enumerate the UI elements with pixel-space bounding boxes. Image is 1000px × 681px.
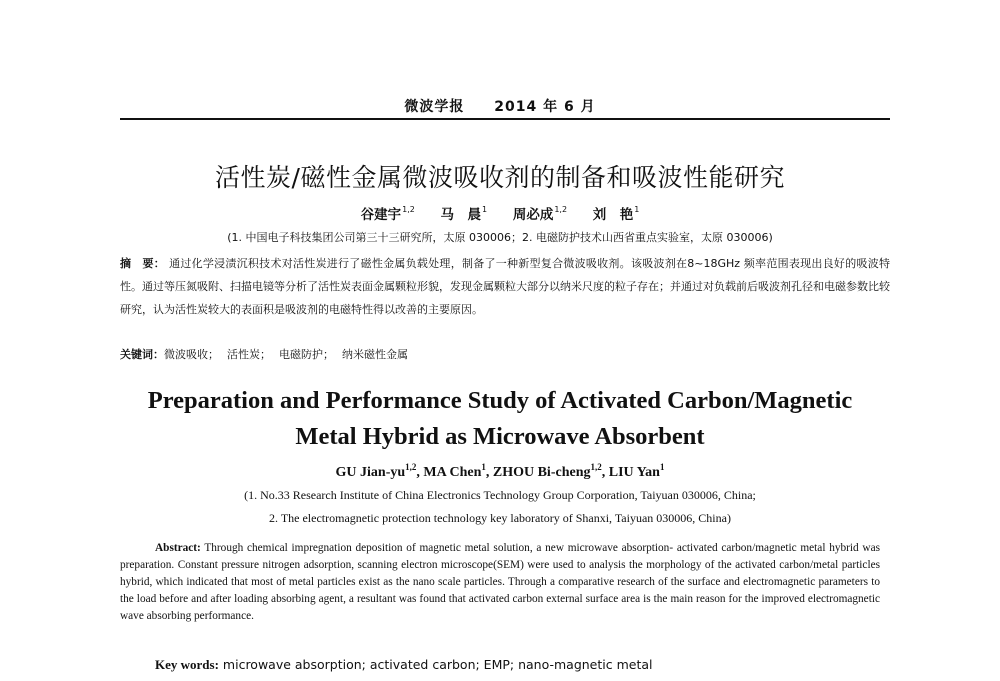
cn-abstract-text: 通过化学浸渍沉积技术对活性炭进行了磁性金属负载处理，制备了一种新型复合微波吸收剂。该吸波剂在8~18GHz 频率范围表现出良好的吸波特性。通过等压氮吸附、扫描电镜等分析了活性炭表面金属颗粒形貌，发现金属颗粒大部分以纳米尺度的粒子存在；并通过对负载前后吸波剂孔径和电磁参数比较研究，认为活性炭较大的表面积是吸波剂的电磁特性得以改善的主要原因。: [120, 257, 890, 316]
cn-keywords-label: 关键词：: [120, 348, 164, 361]
cn-author: 谷建宇$^{1,2}$: [360, 205, 415, 223]
cn-authors: [0, 203, 1000, 223]
en-author: LIU Yan$^1$: [608, 462, 665, 480]
en-abstract-text: Through chemical impregnation deposition of magnetic metal solution, a new microwave absorption- activated carbon/magnetic metal hybrid was preparation. Constant pressure nitrogen adsorption, scanning electron microscope(SEM) were used to analysis the morphology of the activated carbon/metal particles hybrid, which indicated that most of metal particles exist as the nano scale particles. Through a comparative research of the surface and electromagnetic parameters to the load before and after loading absorbing agent, a resultant was found that activated carbon external surface area is the main reason for the improved electromagnetic wave absorbing performance.: [120, 542, 880, 622]
en-abstract: [120, 540, 880, 625]
journal-name: 微波学报: [404, 99, 465, 115]
header-rule: [120, 118, 890, 120]
cn-affiliation: (1. 中国电子科技集团公司第三十三研究所，太原 030006；2. 电磁防护技术山西省重点实验室，太原 030006): [227, 231, 773, 244]
cn-author: 刘 艳$^1$: [592, 205, 640, 223]
cn-title: 活性炭/磁性金属微波吸收剂的制备和吸波性能研究: [215, 163, 785, 192]
en-keywords-text: microwave absorption; activated carbon; EMP; nano-magnetic metal: [222, 657, 653, 672]
en-authors: [0, 462, 1000, 481]
en-author: MA Chen$^1$,: [423, 462, 493, 480]
en-title-line-2: Metal Hybrid as Microwave Absorbent: [295, 423, 705, 450]
en-title: [0, 383, 1000, 455]
journal-header: [0, 96, 1000, 116]
cn-keyword: 纳米磁性金属: [342, 348, 408, 361]
cn-abstract: [120, 252, 890, 321]
issue-date: 2014 年 6 月: [494, 99, 596, 115]
cn-keyword: 微波吸收；: [164, 348, 219, 361]
cn-keywords: [120, 346, 890, 362]
cn-author: 马 晨$^1$: [440, 205, 488, 223]
en-keywords-label: Key words:: [155, 657, 219, 672]
cn-keyword: 活性炭；: [227, 348, 271, 361]
en-author: ZHOU Bi-cheng$^{1,2}$,: [492, 462, 609, 480]
en-keywords: [155, 657, 653, 673]
en-affiliation-2: 2. The electromagnetic protection technology key laboratory of Shanxi, Taiyuan 030006, China): [269, 511, 731, 525]
cn-abstract-label: 摘 要：: [120, 257, 166, 270]
en-abstract-label: Abstract:: [155, 542, 201, 554]
en-title-line-1: Preparation and Performance Study of Activated Carbon/Magnetic: [147, 387, 853, 414]
cn-author: 周必成$^{1,2}$: [512, 205, 568, 223]
en-author: GU Jian-yu$^{1,2}$,: [335, 462, 424, 480]
cn-keyword: 电磁防护；: [279, 348, 334, 361]
en-affiliation-1: (1. No.33 Research Institute of China Electronics Technology Group Corporation, Taiyuan 030006, China;: [244, 488, 756, 502]
